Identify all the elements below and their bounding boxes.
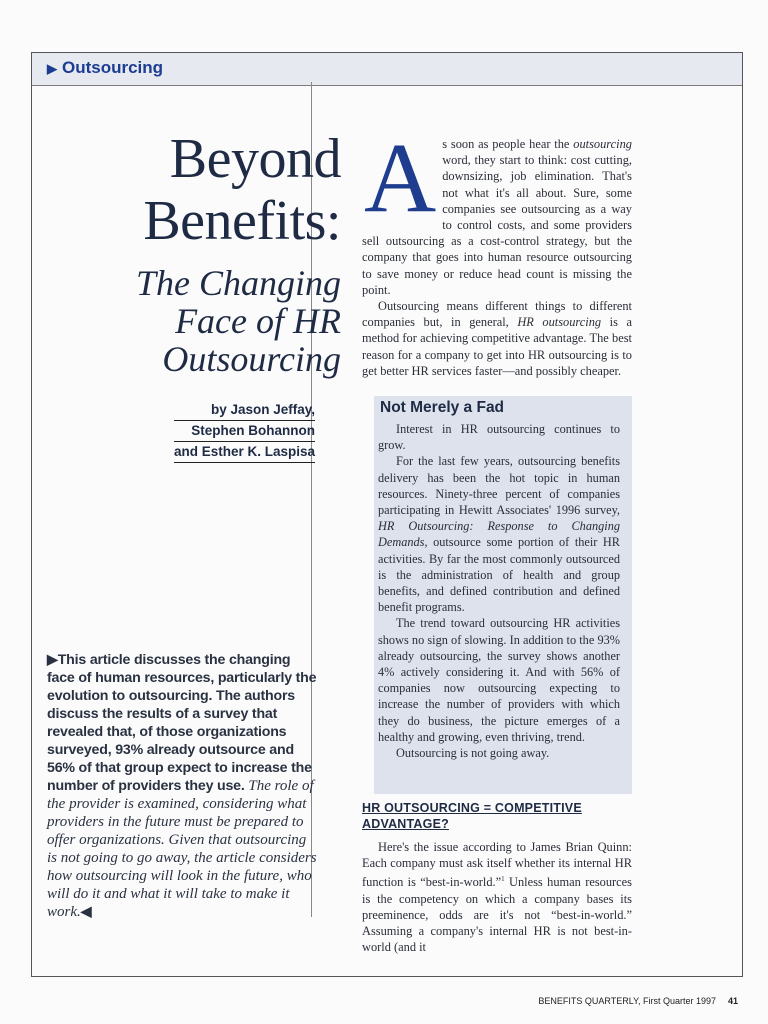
body-emphasis: outsourcing (573, 137, 632, 151)
subtitle-line-3: Outsourcing (162, 339, 341, 379)
body-continued (362, 839, 632, 956)
author-line: by Jason Jeffay, (174, 400, 315, 421)
sidebar-text: For the last few years, outsourcing benefits delivery has been the hot topic in human resources. Ninety-three percent of companies participating in Hewitt Associates' 1996 survey, (378, 454, 620, 518)
sidebar-body (374, 421, 632, 761)
page-number: 41 (727, 996, 738, 1006)
body-emphasis: HR outsourcing (517, 315, 602, 330)
subtitle-line-1: The Changing (135, 263, 341, 303)
sidebar-paragraph (378, 453, 620, 615)
title-line-2: Benefits: (143, 190, 341, 252)
page-footer (538, 996, 738, 1006)
body-paragraph (362, 298, 632, 379)
byline (174, 400, 315, 463)
subtitle-line-2: Face of HR (175, 301, 341, 341)
sidebar-text: , outsource some portion of their HR activities. By far the most commonly outsourced is the administration of health and group benefits, and defined contribution and defined benefit programs. (378, 535, 620, 615)
section-header (32, 53, 742, 86)
abstract-end-icon: ◀ (80, 904, 92, 920)
sidebar-title: Not Merely a Fad (380, 399, 505, 416)
journal-name: BENEFITS QUARTERLY, First Quarter 1997 (538, 996, 716, 1006)
author-line: Stephen Bohannon (174, 421, 315, 442)
abstract-arrow-icon: ▶ (47, 652, 58, 668)
body-text: Unless human resources is the competency on which a company bases its preeminence, odds are it's not “best-in-world.” Assuming a company's internal HR is not best-in-world (and it (362, 875, 633, 955)
body-text: Here's the issue according to James Brian Quinn: Each company must ask itself whether its internal HR function is “best-in-world.” (362, 840, 632, 890)
survey-title: HR Outsourcing: Response to Changing Demands (378, 519, 620, 550)
abstract-summary: This article discusses the changing face of human resources, particularly the evolution to outsourcing. The authors discuss the results of a survey that revealed that, of those organizations surveyed, 93% already outsource and 56% of that group expect to increase the number of providers they use. (47, 652, 317, 794)
body-text: s soon as people hear the (442, 137, 574, 151)
footnote-ref: 1 (501, 875, 505, 884)
sidebar-paragraph: The trend toward outsourcing HR activities shows no sign of slowing. In addition to the 93% already outsourcing, the survey shows another 4% actively considering it. And with 56% of companies now outsourcing expecting to increase the number of providers with which they do business, the picture emerges of a healthy and growing, even thriving, trend. (378, 616, 620, 744)
sidebar-box (374, 396, 632, 794)
article-abstract (47, 651, 319, 921)
author-line: and Esther K. Laspisa (174, 442, 315, 463)
drop-cap: A (364, 122, 437, 233)
sidebar-paragraph: Interest in HR outsourcing continues to grow. (378, 422, 620, 453)
body-intro (362, 122, 632, 379)
section-subhead: HR OUTSOURCING = COMPETITIVE ADVANTAGE? (362, 801, 582, 831)
section-title: Outsourcing (62, 58, 164, 77)
section-arrow-icon: ▶ (47, 61, 57, 76)
body-paragraph (362, 839, 632, 956)
article-subtitle (41, 264, 341, 378)
sidebar-paragraph: Outsourcing is not going away. (396, 746, 550, 761)
section-label (47, 58, 163, 78)
body-text: Outsourcing means different things to different companies but, in general, (362, 299, 632, 330)
article-title (41, 128, 341, 378)
body-text: word, they start to think: cost cutting, downsizing, job elimination. That's not what it's all about. Sure, some companies see outsourcing as a way to control costs, and some providers sell outsourcing as a cost-control strategy, but the company that goes into human resource outsourcing to save money or reduce head count is missing the point. (362, 153, 632, 297)
title-line-1: Beyond (169, 128, 341, 190)
abstract-detail: The role of the provider is examined, considering what providers in the future must be prepared to offer organizations. Given that outsourcing is not going to go away, the article considers how outsourcing will look in the future, who will do it and what it will take to make it work. (47, 778, 317, 920)
body-text: is a method for achieving competitive advantage. The best reason for a company to get into HR outsourcing is to get better HR services faster—and possibly cheaper. (362, 315, 632, 378)
